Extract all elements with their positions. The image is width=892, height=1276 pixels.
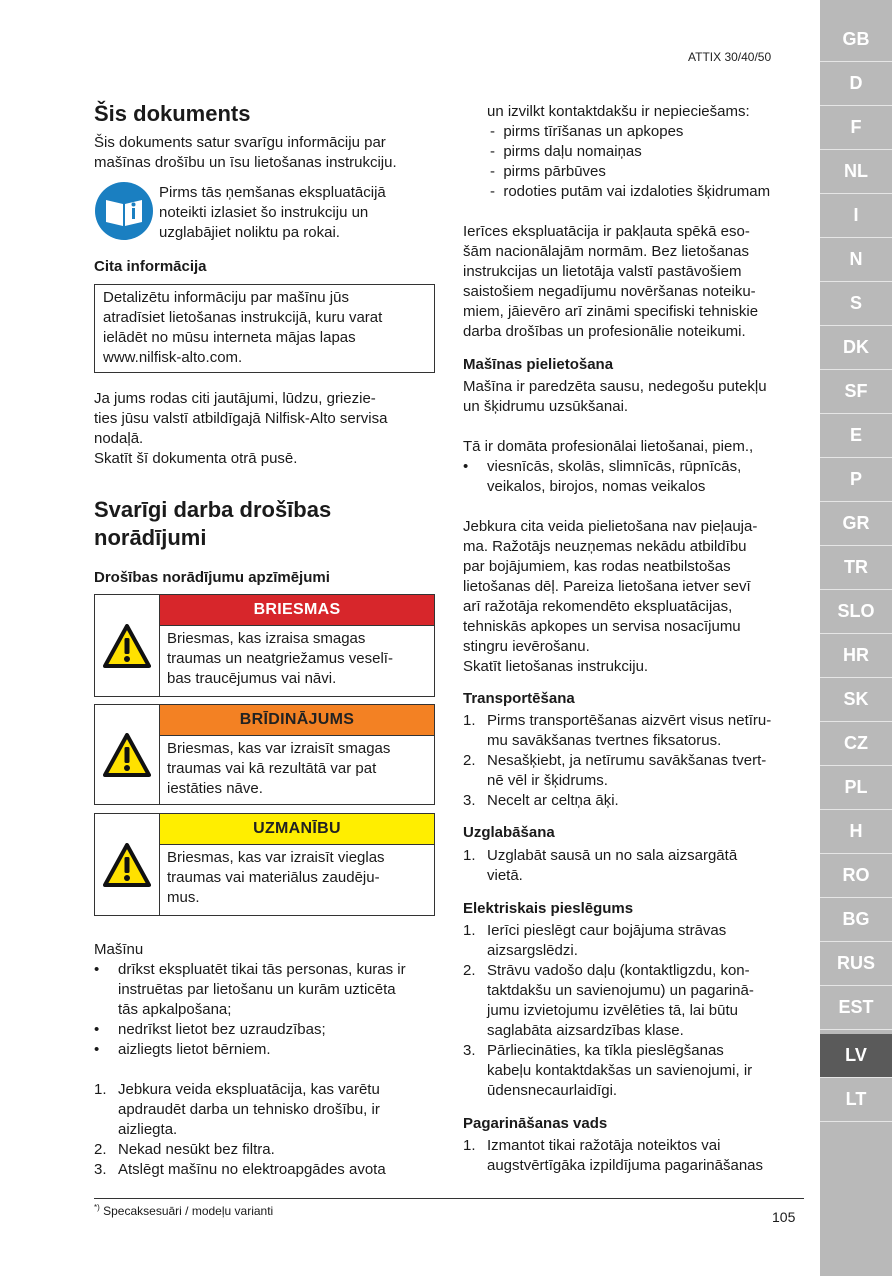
language-sidebar (820, 0, 892, 1276)
hazard-box-caution (94, 813, 435, 916)
read-first-note (159, 183, 439, 243)
hazard-text: iestāties nāve. (167, 780, 263, 797)
extension-heading: Pagarināšanas vads (463, 1115, 608, 1132)
section-title-document: Šis dokuments (94, 101, 251, 126)
list-item (94, 1140, 439, 1160)
other-info-heading: Cita informācija (94, 258, 207, 275)
bullet-marker: • (94, 1041, 100, 1058)
list-item (487, 162, 817, 182)
hazard-text: traumas vai materiālus zaudēju- (167, 869, 380, 886)
number-marker: 1. (463, 847, 476, 864)
list-line: pirms daļu nomaiņas (503, 143, 642, 160)
list-line: taktdakšu un savienojumu) un pagarinā- (487, 982, 754, 999)
number-marker: 1. (463, 922, 476, 939)
list-line: instruētas par lietošanu un kurām uzticēta (118, 981, 396, 998)
footnote-mark: *) (94, 1203, 100, 1212)
list-item (487, 142, 817, 162)
list-intro: un izvilkt kontaktdakšu ir nepieciešams: (487, 103, 750, 120)
warning-triangle-icon (95, 705, 160, 804)
machine-use-heading: Mašīnas pielietošana (463, 356, 614, 373)
number-marker: 2. (463, 962, 476, 979)
transport-list (463, 711, 808, 811)
disconnect-list (487, 102, 817, 202)
list-item (463, 846, 808, 886)
list-line: Necelt ar celtņa āķi. (487, 792, 619, 809)
list-line: aizliegts lietot bērniem. (118, 1041, 271, 1058)
list-item (487, 182, 817, 202)
title-line: norādījumi (94, 525, 207, 550)
hazard-text: traumas vai kā rezultātā var pat (167, 760, 377, 777)
tab-lang-p[interactable]: P (820, 458, 892, 502)
hazard-text: bas traucējumus vai nāvi. (167, 670, 337, 687)
paragraph-line: arī ražotāja rekomendēto ekspluatācijas, (463, 598, 733, 615)
questions-line: Skatīt šī dokumenta otrā pusē. (94, 450, 298, 467)
electric-list (463, 921, 808, 1101)
list-item (463, 457, 808, 497)
paragraph-line: šām nacionālajām normām. Bez lietošanas (463, 243, 749, 260)
extension-list (463, 1136, 808, 1176)
box-line: ielādēt no mūsu interneta mājas lapas (103, 329, 356, 346)
paragraph-line: Jebkura cita veida pielietošana nav pieļauja- (463, 518, 758, 535)
tab-lang-lv[interactable]: LV (820, 1034, 892, 1078)
dash-marker: - (490, 143, 495, 160)
tab-lang-hr[interactable]: HR (820, 634, 892, 678)
list-line: Nesašķiebt, ja netīrumu savākšanas tvert- (487, 752, 767, 769)
dash-marker: - (490, 183, 495, 200)
list-line: vietā. (487, 867, 523, 884)
warning-triangle-icon (95, 814, 160, 915)
tab-lang-cz[interactable]: CZ (820, 722, 892, 766)
tab-lang-nl[interactable]: NL (820, 150, 892, 194)
hazard-label: UZMANĪBU (160, 814, 434, 845)
list-item (463, 1136, 808, 1176)
dash-marker: - (490, 163, 495, 180)
list-line: apdraudēt darba un tehnisko drošību, ir (118, 1101, 380, 1118)
tab-lang-d[interactable]: D (820, 62, 892, 106)
number-marker: 1. (94, 1081, 107, 1098)
hazard-text: traumas un neatgriežamus veselī- (167, 650, 393, 667)
list-line: Pārliecināties, ka tīkla pieslēgšanas (487, 1042, 724, 1059)
hazard-text: Briesmas, kas var izraisīt vieglas (167, 849, 385, 866)
list-line: Strāvu vadošo daļu (kontaktligzdu, kon- (487, 962, 750, 979)
tab-lang-est[interactable]: EST (820, 986, 892, 1030)
tab-lang-h[interactable]: H (820, 810, 892, 854)
questions-line: Ja jums rodas citi jautājumi, lūdzu, griezie- (94, 390, 376, 407)
paragraph-line: par bojājumiem, kas rodas neatbilstošas (463, 558, 731, 575)
number-marker: 3. (94, 1161, 107, 1178)
intro-line: mašīnas drošību un īsu lietošanas instrukciju. (94, 154, 397, 171)
tab-lang-ro[interactable]: RO (820, 854, 892, 898)
footnote (94, 1203, 273, 1218)
paragraph-line: tehniskās apkopes un servisa nosacījumu (463, 618, 741, 635)
read-manual-icon (94, 181, 154, 241)
machine-rules (94, 940, 439, 1060)
warning-triangle-icon (95, 595, 160, 696)
footnote-text: Specaksesuāri / modeļu varianti (103, 1204, 274, 1218)
tab-lang-gb[interactable]: GB (820, 18, 892, 62)
list-line: nē vēl ir šķidrums. (487, 772, 608, 789)
tab-lang-rus[interactable]: RUS (820, 942, 892, 986)
list-line: mu savākšanas tvertnes fiksatorus. (487, 732, 722, 749)
number-marker: 3. (463, 1042, 476, 1059)
list-line: Atslēgt mašīnu no elektroapgādes avota (118, 1161, 386, 1178)
list-line: Izmantot tikai ražotāja noteiktos vai (487, 1137, 721, 1154)
page-number: 105 (772, 1209, 796, 1225)
number-marker: 1. (463, 712, 476, 729)
intro-line: Šis dokuments satur svarīgu informāciju par (94, 134, 386, 151)
list-item (94, 1080, 439, 1140)
machine-label: Mašīnu (94, 941, 144, 958)
list-line: viesnīcās, skolās, slimnīcās, rūpnīcās, (487, 458, 742, 475)
electric-heading: Elektriskais pieslēgums (463, 900, 634, 917)
tab-lang-lt[interactable]: LT (820, 1078, 892, 1122)
tab-lang-tr[interactable]: TR (820, 546, 892, 590)
list-line: rodoties putām vai izdaloties šķidrumam (503, 183, 771, 200)
list-item (463, 1041, 808, 1101)
list-item (94, 1040, 439, 1060)
paragraph-line: stingru ievērošanu. (463, 638, 590, 655)
paragraph-line: lietošanas dēļ. Pareiza lietošana ietver sevī (463, 578, 751, 595)
tab-lang-gr[interactable]: GR (820, 502, 892, 546)
tab-lang-sk[interactable]: SK (820, 678, 892, 722)
list-item (463, 791, 808, 811)
list-item (463, 961, 808, 1041)
other-use-paragraph (463, 517, 808, 677)
list-line: augstvērtīgāka izpildījuma pagarināšanas (487, 1157, 763, 1174)
list-line: saglabāta aizsardzības klase. (487, 1022, 684, 1039)
other-info-box (94, 284, 435, 373)
tab-lang-n[interactable]: N (820, 238, 892, 282)
symbols-heading: Drošības norādījumu apzīmējumi (94, 569, 330, 586)
list-line: Nekad nesūkt bez filtra. (118, 1141, 275, 1158)
intro-paragraph (94, 133, 439, 173)
list-line: aizsargslēdzi. (487, 942, 578, 959)
tab-lang-slo[interactable]: SLO (820, 590, 892, 634)
tab-lang-bg[interactable]: BG (820, 898, 892, 942)
list-item (487, 122, 817, 142)
list-line: pirms pārbūves (503, 163, 606, 180)
tab-lang-s[interactable]: S (820, 282, 892, 326)
list-item (94, 960, 439, 1020)
bullet-marker: • (94, 1021, 100, 1038)
paragraph-line: un šķidrumu uzsūkšanai. (463, 398, 629, 415)
numbered-rules (94, 1080, 439, 1180)
list-item (94, 1020, 439, 1040)
list-line: jumu izvietojumu izvēlēties tā, lai būtu (487, 1002, 738, 1019)
machine-use-paragraph (463, 377, 808, 417)
list-line: nedrīkst lietot bez uzraudzības; (118, 1021, 326, 1038)
list-line: kabeļu kontaktdakšas un savienojumi, ir (487, 1062, 753, 1079)
list-line: Pirms transportēšanas aizvērt visus netīru- (487, 712, 772, 729)
tab-lang-pl[interactable]: PL (820, 766, 892, 810)
paragraph-line: miem, jāievēro arī zināmi specifiski tehniskie (463, 303, 759, 320)
number-marker: 3. (463, 792, 476, 809)
list-line: drīkst ekspluatēt tikai tās personas, kuras ir (118, 961, 406, 978)
note-line: Pirms tās ņemšanas ekspluatācijā (159, 184, 386, 201)
list-line: tās apkalpošana; (118, 1001, 232, 1018)
list-line: ūdensnecaurlaidīgi. (487, 1082, 618, 1099)
list-line: veikalos, birojos, nomas veikalos (487, 478, 706, 495)
tab-lang-sf[interactable]: SF (820, 370, 892, 414)
tab-lang-i[interactable]: I (820, 194, 892, 238)
list-item (463, 711, 808, 751)
paragraph-line: ma. Ražotājs neuzņemas nekādu atbildību (463, 538, 747, 555)
list-line: aizliegta. (118, 1121, 178, 1138)
paragraph-line: Tā ir domāta profesionālai lietošanai, piem., (463, 438, 754, 455)
paragraph-line: Mašīna ir paredzēta sausu, nedegošu putekļu (463, 378, 767, 395)
dash-marker: - (490, 123, 495, 140)
list-line: Ierīci pieslēgt caur bojājuma strāvas (487, 922, 727, 939)
hazard-label: BRIESMAS (160, 595, 434, 626)
norms-paragraph (463, 222, 808, 342)
bullet-marker: • (463, 458, 469, 475)
hazard-box-danger (94, 594, 435, 697)
list-line: Uzglabāt sausā un no sala aizsargātā (487, 847, 738, 864)
footer-divider (94, 1198, 804, 1199)
note-line: noteikti izlasiet šo instrukciju un (159, 204, 369, 221)
list-item (463, 921, 808, 961)
questions-line: ties jūsu valstī atbildīgajā Nilfisk-Alto servisa (94, 410, 388, 427)
hazard-text: Briesmas, kas var izraisīt smagas (167, 740, 391, 757)
bullet-marker: • (94, 961, 100, 978)
website-link[interactable]: www.nilfisk-alto.com. (103, 349, 243, 366)
number-marker: 1. (463, 1137, 476, 1154)
questions-line: nodaļā. (94, 430, 144, 447)
paragraph-line: saistošiem negadījumu novēršanas noteiku- (463, 283, 756, 300)
hazard-label: BRĪDINĀJUMS (160, 705, 434, 736)
paragraph-line: instrukcijas un lietotāja valstī pastāvošiem (463, 263, 742, 280)
storage-list (463, 846, 808, 886)
tab-lang-dk[interactable]: DK (820, 326, 892, 370)
hazard-text: mus. (167, 889, 200, 906)
tab-lang-f[interactable]: F (820, 106, 892, 150)
section-title-safety (94, 496, 439, 552)
title-line: Svarīgi darba drošības (94, 497, 332, 522)
hazard-box-warning (94, 704, 435, 805)
storage-heading: Uzglabāšana (463, 824, 555, 841)
number-marker: 2. (94, 1141, 107, 1158)
paragraph-line: Skatīt lietošanas instrukciju. (463, 658, 649, 675)
note-line: uzglabājiet noliktu pa rokai. (159, 224, 340, 241)
paragraph-line: Ierīces ekspluatācija ir pakļauta spēkā eso- (463, 223, 750, 240)
professional-use (463, 437, 808, 497)
box-line: atradīsiet lietošanas instrukcijā, kuru varat (103, 309, 383, 326)
transport-heading: Transportēšana (463, 690, 575, 707)
model-label: ATTIX 30/40/50 (688, 50, 772, 64)
number-marker: 2. (463, 752, 476, 769)
hazard-text: Briesmas, kas izraisa smagas (167, 630, 366, 647)
list-line: pirms tīrīšanas un apkopes (503, 123, 684, 140)
list-item (94, 1160, 439, 1180)
list-line: Jebkura veida ekspluatācija, kas varētu (118, 1081, 380, 1098)
paragraph-line: darba drošības un profesionālie noteikumi. (463, 323, 746, 340)
questions-paragraph (94, 389, 439, 469)
list-item (463, 751, 808, 791)
tab-lang-e[interactable]: E (820, 414, 892, 458)
box-line: Detalizētu informāciju par mašīnu jūs (103, 289, 349, 306)
